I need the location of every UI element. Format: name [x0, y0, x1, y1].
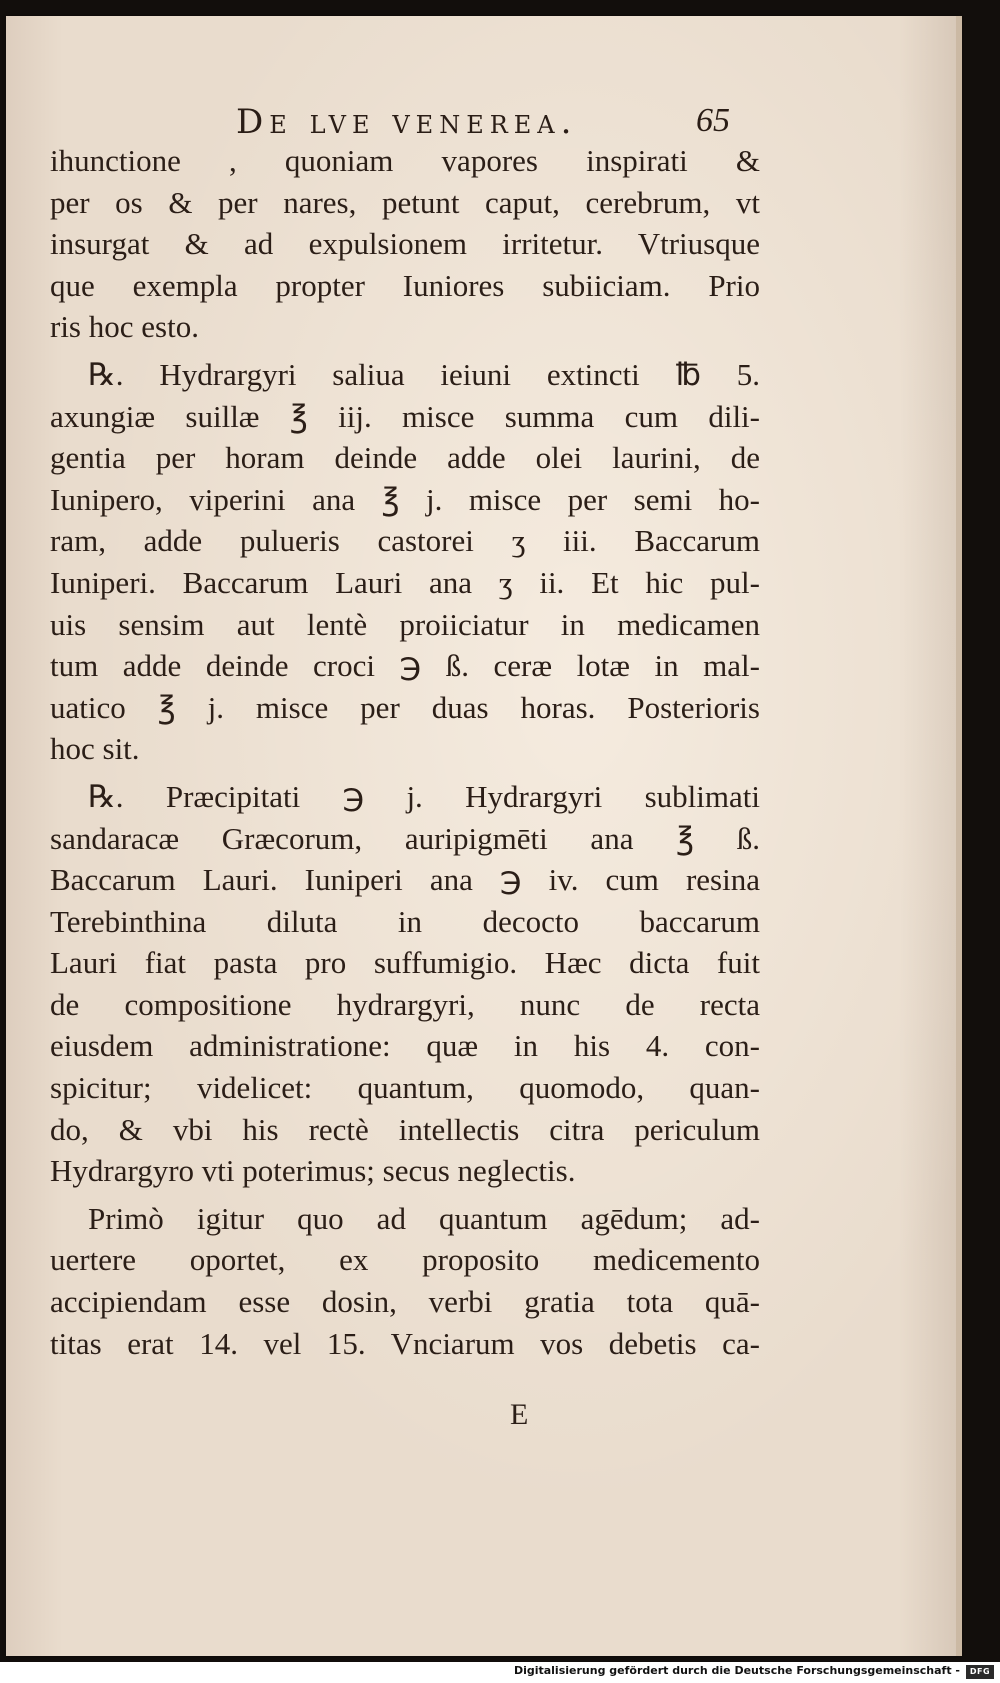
text-line: tum adde deinde croci ℈ ß. ceræ lotæ in mal-: [50, 648, 760, 684]
text-line: ris hoc esto.: [50, 309, 199, 345]
text-line: Hydrargyro vti poterimus; secus neglectis.: [50, 1153, 576, 1189]
book-page: [6, 16, 956, 1656]
text-line: que exempla propter Iuniores subiiciam. Prio: [50, 267, 760, 303]
text-line: Iunipero, viperini ana ℥ j. misce per semi ho-: [50, 481, 760, 517]
text-line: hoc sit.: [50, 731, 140, 767]
text-line: Lauri fiat pasta pro suffumigio. Hæc dicta fuit: [50, 945, 760, 981]
text-line: ihunctione , quoniam vapores inspirati &: [50, 143, 760, 178]
recipe-line: ℞. Præcipitati ℈ j. Hydrargyri sublimati: [88, 778, 760, 814]
text-line: Primò igitur quo ad quantum agēdum; ad-: [88, 1200, 760, 1236]
text-line: ram, adde pulueris castorei ʒ iii. Baccarum: [50, 523, 760, 559]
digitization-footer: [0, 1662, 1000, 1683]
text-line: titas erat 14. vel 15. Vnciarum vos debetis ca-: [50, 1325, 760, 1361]
text-line: do, & vbi his rectè intellectis citra periculum: [50, 1111, 760, 1147]
text-line: de compositione hydrargyri, nunc de recta: [50, 986, 760, 1022]
recipe-line: ℞. Hydrargyri saliua ieiuni extincti ℔ 5.: [88, 356, 760, 392]
text-line: eiusdem administratione: quæ in his 4. con-: [50, 1028, 760, 1064]
text-line: Baccarum Lauri. Iuniperi ana ℈ iv. cum resina: [50, 862, 760, 898]
signature-mark: E: [510, 1398, 529, 1431]
text-line: gentia per horam deinde adde olei laurini, de: [50, 440, 760, 476]
text-line: spicitur; videlicet: quantum, quomodo, quan-: [50, 1070, 760, 1106]
text-line: sandaracæ Græcorum, auripigmēti ana ℥ ß.: [50, 820, 760, 856]
page-number: 65: [696, 102, 730, 139]
text-line: accipiendam esse dosin, verbi gratia tota quā-: [50, 1284, 760, 1320]
text-line: insurgat & ad expulsionem irritetur. Vtriusque: [50, 226, 760, 262]
text-line: uatico ℥ j. misce per duas horas. Posterioris: [50, 689, 760, 725]
text-line: per os & per nares, petunt caput, cerebrum, vt: [50, 184, 760, 220]
text-line: uis sensim aut lentè proiiciatur in medicamen: [50, 606, 760, 642]
dfg-logo-icon: DFG: [966, 1665, 994, 1679]
text-line: uertere oportet, ex proposito medicemento: [50, 1242, 760, 1278]
text-line: axungiæ suillæ ℥ iij. misce summa cum dili-: [50, 398, 760, 434]
body-text: [50, 140, 760, 1364]
footer-credit: Digitalisierung gefördert durch die Deutsche Forschungsgemeinschaft -: [513, 1664, 960, 1677]
text-line: Iuniperi. Baccarum Lauri ana ʒ ii. Et hic pul-: [50, 564, 760, 600]
running-title: De lve venerea.: [236, 102, 578, 142]
page-edge: [956, 16, 962, 1656]
text-line: Terebinthina diluta in decocto baccarum: [50, 903, 760, 939]
